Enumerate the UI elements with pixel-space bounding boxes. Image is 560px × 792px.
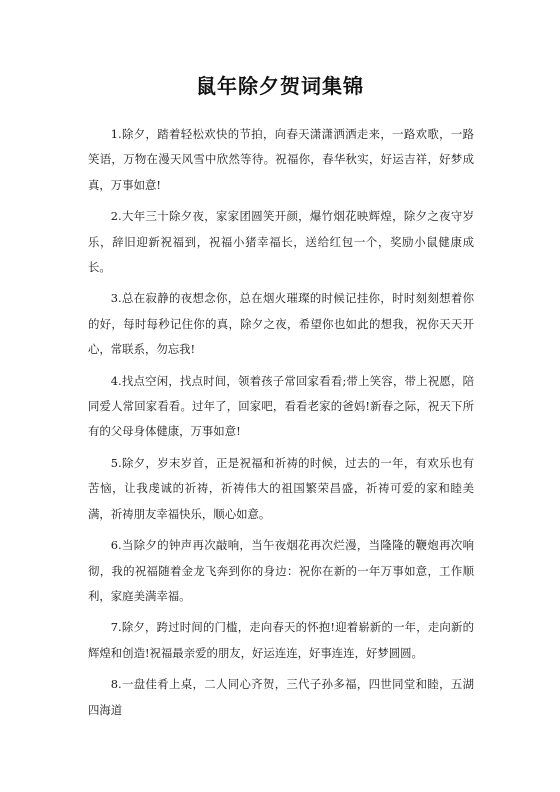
document-body (88, 122, 474, 729)
document-title: 鼠年除夕贺词集锦 (196, 74, 364, 98)
paragraph-3: 3.总在寂静的夜想念你，总在烟火璀璨的时候记挂你，时时刻刻想着你的好，每时每秒记住你的真，除夕之夜，希望你也如此的想我，祝你天天开心，常联系，勿忘我! (88, 291, 474, 357)
paragraph-1: 1.除夕，踏着轻松欢快的节拍，向春天潇潇洒洒走来，一路欢歌，一路笑语，万物在漫天风雪中欣然等待。祝福你，春华秋实，好运吉祥，好梦成真，万事如意! (88, 127, 474, 192)
paragraph-6: 6.当除夕的钟声再次敲响，当午夜烟花再次烂漫，当隆隆的鞭炮再次响彻，我的祝福随着金龙飞奔到你的身边：祝你在新的一年万事如意，工作顺利，家庭美满幸福。 (88, 538, 474, 603)
paragraph-7: 7.除夕，跨过时间的门槛，走向春天的怀抱!迎着崭新的一年，走向新的辉煌和创造!祝福最亲爱的朋友，好运连连，好事连连，好梦圆圆。 (88, 620, 474, 660)
paragraph-2: 2.大年三十除夕夜，家家团圆笑开颜，爆竹烟花映辉煌，除夕之夜守岁乐，辞旧迎新祝福到，祝福小猪幸福长，送给红包一个，奖励小鼠健康成长。 (88, 209, 474, 275)
paragraph-4: 4.找点空闲，找点时间，领着孩子常回家看看;带上笑容，带上祝愿，陪同爱人常回家看看。过年了，回家吧，看看老家的爸妈!新春之际，祝天下所有的父母身体健康，万事如意! (88, 373, 474, 439)
paragraph-8: 8.一盘佳肴上桌，二人同心齐贺，三代子孙多福，四世同堂和睦，五湖四海道 (88, 677, 474, 717)
paragraph-5: 5.除夕，岁末岁首，正是祝福和祈祷的时候，过去的一年，有欢乐也有苦恼，让我虔诚的祈祷，祈祷伟大的祖国繁荣昌盛，祈祷可爱的家和睦美满，祈祷朋友幸福快乐，顺心如意。 (88, 455, 474, 521)
